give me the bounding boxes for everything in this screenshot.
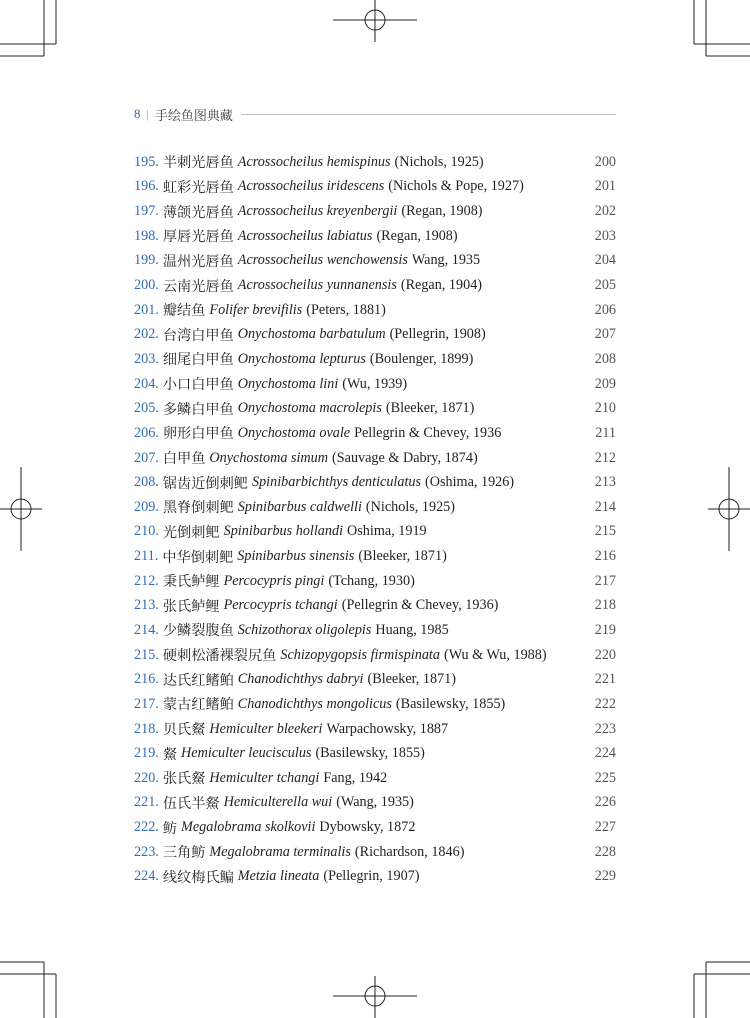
entry-number: 214.	[134, 621, 159, 638]
chinese-name: 线纹梅氏鳊	[162, 869, 234, 886]
toc-entry[interactable]	[134, 298, 616, 323]
toc-entry[interactable]	[134, 766, 616, 791]
chinese-name: 细尾白甲鱼	[162, 352, 234, 369]
entry-number: 199.	[134, 252, 159, 269]
page-reference: 229	[594, 868, 616, 885]
scientific-name: Schizopygopsis firmispinata	[280, 646, 440, 663]
toc-entry[interactable]	[134, 840, 616, 865]
author-citation: (Regan, 1904)	[400, 277, 483, 294]
page-reference: 218	[594, 597, 616, 614]
entry-number: 216.	[134, 671, 159, 688]
page-reference: 206	[594, 301, 616, 318]
page-reference: 219	[594, 621, 616, 638]
chinese-name: 少鳞裂腹鱼	[162, 623, 234, 640]
scientific-name: Folifer brevifilis	[209, 301, 303, 318]
chinese-name: 薄颌光唇鱼	[162, 204, 234, 221]
scientific-name: Onychostoma barbatulum	[237, 326, 386, 343]
scientific-name: Spinibarbus hollandi	[223, 523, 344, 540]
entry-number: 195.	[134, 153, 159, 170]
chinese-name: 达氏红鳍鲌	[162, 672, 234, 689]
entry-number: 197.	[134, 203, 159, 220]
scientific-name: Hemiculterella wui	[223, 794, 333, 811]
scientific-name: Acrossocheilus hemispinus	[237, 153, 391, 170]
author-citation: (Pellegrin, 1907)	[323, 868, 420, 885]
entry-number: 220.	[134, 769, 159, 786]
entry-number: 196.	[134, 178, 159, 195]
scientific-name: Onychostoma lini	[237, 375, 339, 392]
author-citation: (Basilewsky, 1855)	[395, 695, 506, 712]
page-reference: 222	[594, 695, 616, 712]
scientific-name: Megalobrama terminalis	[209, 843, 351, 860]
entry-number: 209.	[134, 498, 159, 515]
toc-entry[interactable]	[134, 396, 616, 421]
scientific-name: Metzia lineata	[237, 868, 320, 885]
chinese-name: 多鳞白甲鱼	[162, 401, 234, 418]
entry-number: 207.	[134, 449, 159, 466]
page-reference: 221	[594, 671, 616, 688]
scientific-name: Onychostoma macrolepis	[237, 400, 382, 417]
toc-entry[interactable]	[134, 815, 616, 840]
scientific-name: Hemiculter leucisculus	[181, 745, 312, 762]
scientific-name: Acrossocheilus wenchowensis	[237, 252, 408, 269]
entry-number: 219.	[134, 745, 159, 762]
chinese-name: 小口白甲鱼	[162, 377, 234, 394]
entry-number: 213.	[134, 597, 159, 614]
author-citation: (Basilewsky, 1855)	[315, 745, 425, 762]
scientific-name: Schizothorax oligolepis	[237, 621, 372, 638]
author-citation: (Bleeker, 1871)	[367, 671, 456, 688]
header-rule	[241, 114, 616, 115]
toc-entry[interactable]	[134, 470, 616, 495]
chinese-name: 光倒刺鲃	[162, 524, 220, 541]
author-citation: Warpachowsky, 1887	[326, 720, 449, 737]
author-citation: (Pellegrin & Chevey, 1936)	[341, 597, 499, 614]
author-citation: (Pellegrin, 1908)	[389, 326, 486, 343]
chinese-name: 瓣结鱼	[162, 303, 206, 320]
chinese-name: 半刺光唇鱼	[162, 155, 234, 172]
page-reference: 224	[594, 745, 616, 762]
chinese-name: 锯齿近倒刺鲃	[162, 475, 248, 492]
author-citation: (Boulenger, 1899)	[369, 350, 474, 367]
page-reference: 202	[594, 203, 616, 220]
chinese-name: 张氏䱗	[162, 771, 206, 788]
entry-number: 218.	[134, 720, 159, 737]
toc-entry[interactable]	[134, 667, 616, 692]
page-reference: 223	[594, 720, 616, 737]
chinese-name: 黑脊倒刺鲃	[162, 500, 234, 517]
toc-entry[interactable]	[134, 791, 616, 816]
entry-number: 223.	[134, 843, 159, 860]
page-reference: 213	[594, 474, 616, 491]
author-citation: (Wu, 1939)	[342, 375, 408, 392]
scientific-name: Megalobrama skolkovii	[181, 819, 316, 836]
page-reference: 227	[594, 819, 616, 836]
toc-entry[interactable]	[134, 421, 616, 446]
scientific-name: Spinibarbus sinensis	[237, 548, 355, 565]
author-citation: Huang, 1985	[375, 621, 449, 638]
entry-number: 200.	[134, 277, 159, 294]
author-citation: (Tchang, 1930)	[328, 572, 415, 589]
chinese-name: 厚唇光唇鱼	[162, 229, 234, 246]
toc-entry[interactable]	[134, 150, 616, 175]
page-reference: 214	[594, 498, 616, 515]
chinese-name: 硬刺松潘裸裂尻鱼	[162, 648, 277, 665]
page-reference: 211	[595, 424, 616, 441]
page-reference: 225	[594, 769, 616, 786]
scientific-name: Spinibarbus caldwelli	[237, 498, 362, 515]
author-citation: Fang, 1942	[323, 769, 388, 786]
toc-entry[interactable]	[134, 520, 616, 545]
scientific-name: Acrossocheilus labiatus	[237, 227, 373, 244]
chinese-name: 贝氏䱗	[162, 722, 206, 739]
toc-entry[interactable]	[134, 224, 616, 249]
chinese-name: 蒙古红鳍鲌	[162, 697, 234, 714]
entry-number: 206.	[134, 424, 159, 441]
toc-entry[interactable]	[134, 199, 616, 224]
page-reference: 209	[594, 375, 616, 392]
page-reference: 205	[594, 277, 616, 294]
scientific-name: Percocypris tchangi	[223, 597, 338, 614]
author-citation: (Nichols & Pope, 1927)	[388, 178, 524, 195]
scientific-name: Acrossocheilus kreyenbergii	[237, 203, 398, 220]
chinese-name: 白甲鱼	[162, 451, 206, 467]
page-reference: 201	[594, 178, 616, 195]
entry-number: 222.	[134, 819, 159, 836]
scientific-name: Hemiculter bleekeri	[209, 720, 323, 737]
entry-number: 208.	[134, 474, 159, 491]
scientific-name: Percocypris pingi	[223, 572, 325, 589]
chinese-name: 伍氏半䱗	[162, 795, 220, 812]
page-reference: 200	[594, 153, 616, 170]
chinese-name: 张氏鲈鲤	[162, 598, 220, 615]
page-number: 8	[134, 106, 141, 121]
toc-entry[interactable]	[134, 175, 616, 200]
page-reference: 215	[594, 523, 616, 540]
toc-entry[interactable]	[134, 249, 616, 274]
author-citation: (Nichols, 1925)	[365, 498, 455, 515]
author-citation: (Regan, 1908)	[401, 203, 483, 220]
scientific-name: Hemiculter tchangi	[209, 769, 320, 786]
author-citation: (Nichols, 1925)	[394, 153, 484, 170]
author-citation: Oshima, 1919	[347, 523, 427, 540]
author-citation: Pellegrin & Chevey, 1936	[354, 424, 502, 441]
table-of-contents	[134, 150, 616, 889]
entry-number: 217.	[134, 695, 159, 712]
book-title: 手绘鱼图典藏	[154, 107, 233, 123]
chinese-name: 温州光唇鱼	[162, 253, 234, 270]
scientific-name: Chanodichthys mongolicus	[237, 695, 392, 712]
toc-entry[interactable]	[134, 643, 616, 668]
toc-entry[interactable]	[134, 569, 616, 594]
toc-entry[interactable]	[134, 347, 616, 372]
author-citation: (Peters, 1881)	[306, 301, 386, 318]
author-citation: (Wu & Wu, 1988)	[443, 646, 547, 663]
toc-entry[interactable]	[134, 372, 616, 397]
toc-entry[interactable]	[134, 717, 616, 742]
toc-entry[interactable]	[134, 594, 616, 619]
entry-number: 204.	[134, 375, 159, 392]
author-citation: Dybowsky, 1872	[319, 819, 416, 836]
toc-entry[interactable]	[134, 865, 616, 890]
toc-entry[interactable]	[134, 692, 616, 717]
author-citation: Wang, 1935	[411, 252, 481, 269]
page-reference: 204	[594, 252, 616, 269]
toc-entry[interactable]	[134, 544, 616, 569]
page-reference: 207	[594, 326, 616, 343]
page-reference: 210	[594, 400, 616, 417]
chinese-name: 三角鲂	[162, 845, 206, 862]
chinese-name: 鲂	[162, 820, 178, 837]
entry-number: 198.	[134, 227, 159, 244]
toc-entry[interactable]	[134, 618, 616, 643]
scientific-name: Acrossocheilus yunnanensis	[237, 277, 397, 294]
chinese-name: 中华倒刺鲃	[162, 549, 234, 566]
chinese-name: 䱗	[162, 746, 178, 763]
entry-number: 201.	[134, 301, 159, 318]
page-reference: 203	[594, 227, 616, 244]
page-reference: 208	[594, 350, 616, 367]
toc-entry[interactable]	[134, 273, 616, 298]
running-head	[134, 104, 616, 124]
author-citation: (Wang, 1935)	[336, 794, 414, 811]
entry-number: 205.	[134, 400, 159, 417]
toc-entry[interactable]	[134, 446, 616, 471]
page-reference: 216	[594, 548, 616, 565]
entry-number: 202.	[134, 326, 159, 343]
header-separator: |	[146, 106, 149, 121]
scientific-name: Onychostoma lepturus	[237, 350, 366, 367]
page-reference: 220	[594, 646, 616, 663]
author-citation: (Bleeker, 1871)	[385, 400, 475, 417]
chinese-name: 台湾白甲鱼	[162, 327, 234, 344]
author-citation: (Oshima, 1926)	[425, 474, 515, 491]
page-reference: 226	[594, 794, 616, 811]
author-citation: (Regan, 1908)	[376, 227, 458, 244]
scientific-name: Onychostoma simum	[209, 449, 329, 466]
author-citation: (Richardson, 1846)	[354, 843, 465, 860]
scientific-name: Spinibarbichthys denticulatus	[251, 474, 422, 491]
toc-entry[interactable]	[134, 322, 616, 347]
chinese-name: 卵形白甲鱼	[162, 426, 234, 443]
entry-number: 215.	[134, 646, 159, 663]
author-citation: (Bleeker, 1871)	[358, 548, 447, 565]
scientific-name: Acrossocheilus iridescens	[237, 178, 385, 195]
page-reference: 228	[594, 843, 616, 860]
scientific-name: Onychostoma ovale	[237, 424, 351, 441]
page-reference: 212	[594, 449, 616, 466]
entry-number: 211.	[134, 548, 159, 565]
scientific-name: Chanodichthys dabryi	[237, 671, 364, 688]
chinese-name: 秉氏鲈鲤	[162, 574, 220, 591]
toc-entry[interactable]	[134, 495, 616, 520]
chinese-name: 虹彩光唇鱼	[162, 179, 234, 196]
entry-number: 210.	[134, 523, 159, 540]
entry-number: 203.	[134, 350, 159, 367]
author-citation: (Sauvage & Dabry, 1874)	[332, 449, 478, 466]
chinese-name: 云南光唇鱼	[162, 278, 234, 295]
entry-number: 224.	[134, 868, 159, 885]
page-reference: 217	[594, 572, 616, 589]
entry-number: 221.	[134, 794, 159, 811]
entry-number: 212.	[134, 572, 159, 589]
toc-entry[interactable]	[134, 741, 616, 766]
